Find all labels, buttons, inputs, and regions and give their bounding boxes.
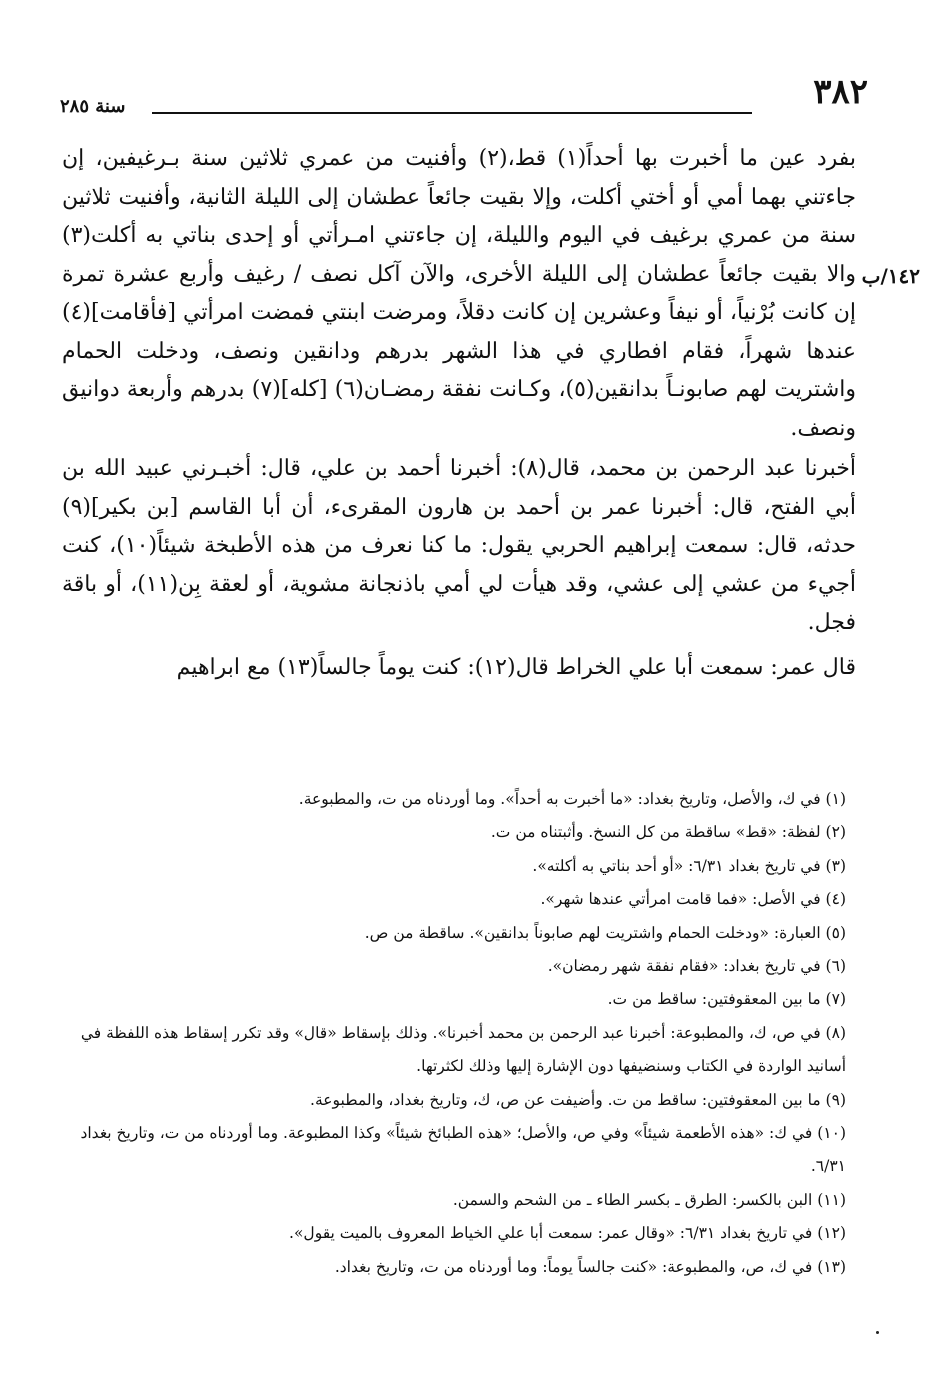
paragraph: أخبرنا عبد الرحمن بن محمد، قال(٨): أخبرنا أحمد بن علي، قال: أخبـرني عبيد الله بن أبي الفتح، قال: أخبرنا عمر بن أحمد بن هارون المقرىء، أن أبا القاسم [بن بكير](٩) حدثه، قال: سمعت إبراهيم الحربي يقول: ما كنا نعرف من هذه الأطبخة شيئاً(١٠)، كنت أجيء من عشي إلى عشي، وقد هيأت لي أمي باذنجانة مشوية، أو لعقة بِن(١١)، أو باقة فجل. — [62, 456, 856, 635]
footnote: (٣) في تاريخ بغداد ٦/٣١: «أو أحد بناتي به أكلته». — [532, 856, 846, 875]
footnote: (٨) في ص، ك، والمطبوعة: أخبرنا عبد الرحمن بن محمد أخبرنا». وذلك بإسقاط «قال» وقد تكرر إسقاط هذه اللفظة في أسانيد الواردة في الكتاب وسنضيفها دون الإشارة إليها وذلك لكثرتها. — [80, 1023, 846, 1076]
footnote: (٢) لفظة: «قط» ساقطة من كل النسخ. وأثبتناه من ت. — [490, 823, 846, 842]
footnote: (٤) في الأصل: «فما قامت امرأتي عندها شهر». — [540, 890, 846, 909]
footnote: (٦) في تاريخ بغداد: «فقام نفقة شهر رمضان». — [547, 957, 846, 976]
paragraph: بفرد عين ما أخبرت بها أحداً(١) قط،(٢) وأفنيت من عمري ثلاثين سنة بـرغيفين، إن جاءتني بهما أمي أو أختي أكلت، وإلا بقيت جائعاً عطشان إلى الليلة الثانية، وأفنيت ثلاثين سنة من عمري برغيف في اليوم والليلة، إن جاءتني امـرأتي أو إحدى بناتي به أكلت(٣) والا بقيت جائعاً عطشان إلى الليلة الأخرى، والآن آكل نصف / رغيف وأربع عشرة تمرة إن كانت بُرْنياً، أو نيفاً وعشرين إن كانت دقلاً، ومرضت ابنتي فمضت امرأتي [فأقامت](٤) عندها شهراً، فقام افطاري في هذا الشهر بدرهم ودانقين ونصف، ودخلت الحمام واشتريت لهم صابونـاً بدانقين(٥)، وكـانت نفقة رمضـان(٦) [كله](٧) بدرهم وأربعة دوانيق ونصف. — [62, 146, 857, 441]
footnotes — [80, 783, 846, 1284]
footnote: (١٠) في ك: «هذه الأطعمة شيئاً» وفي ص، والأصل؛ «هذه الطبائخ شيئاً» وكذا المطبوعة. وما أوردناه من ت، وتاريخ بغداد ٦/٣١. — [80, 1124, 846, 1176]
page-number: ٣٨٢ — [813, 72, 868, 112]
footnote: (١٢) في تاريخ بغداد ٦/٣١: «وقال عمر: سمعت أبا علي الخياط المعروف بالميت يقول». — [289, 1224, 846, 1243]
footnote: (٧) ما بين المعقوفتين: ساقط من ت. — [607, 990, 846, 1009]
paragraph: قال عمر: سمعت أبا علي الخراط قال(١٢): كنت يوماً جالساً(١٣) مع ابراهيم — [176, 654, 856, 680]
footnote: (٥) العبارة: «ودخلت الحمام واشتريت لهم صابوناً بدانقين». ساقطة من ص. — [364, 923, 846, 942]
footnote: (١) في ك، والأصل، وتاريخ بغداد: «ما أخبرت به أحداً». وما أوردناه من ت، والمطبوعة. — [298, 790, 846, 808]
footnote: (١٣) في ك، ص، والمطبوعة: «كنت جالساً يوماً: وما أوردناه من ت، وتاريخ بغداد. — [334, 1257, 846, 1276]
page-header — [60, 72, 868, 122]
footnote: (٩) ما بين المعقوفتين: ساقط من ت. وأضيفت عن ص، ك، وتاريخ بغداد، والمطبوعة. — [310, 1090, 846, 1109]
footnote: (١١) البن بالكسر: الطرق ـ بكسر الطاء ـ من الشحم والسمن. — [452, 1190, 846, 1209]
header-rule — [152, 112, 752, 114]
running-head: سنة ٢٨٥ — [60, 96, 126, 117]
main-text — [62, 140, 856, 687]
scan-speck — [876, 1331, 879, 1334]
manuscript-folio-note: ١٤٢/ب — [861, 264, 920, 288]
